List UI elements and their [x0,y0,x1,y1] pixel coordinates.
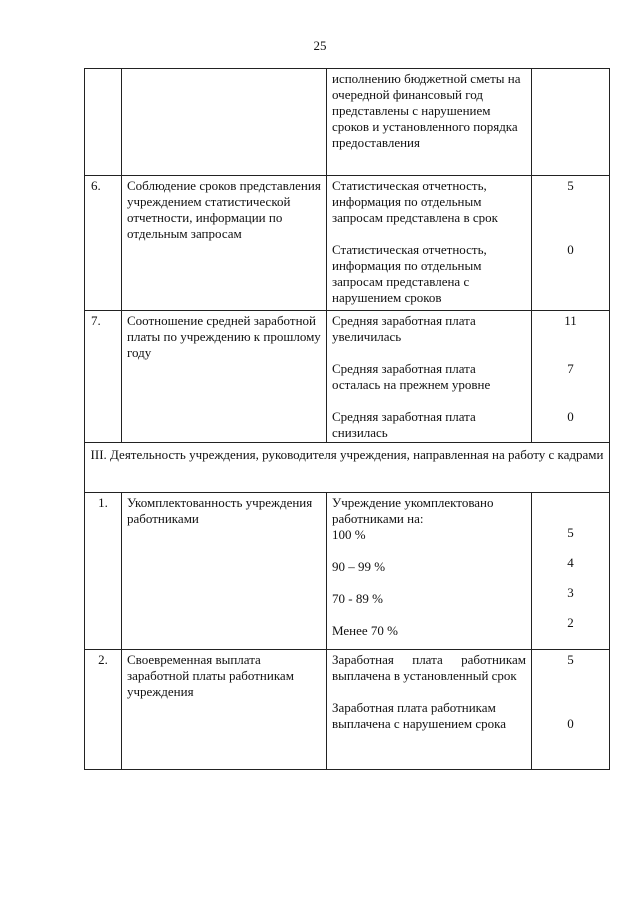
criterion-score [532,69,610,176]
criterion-number: 7. [85,311,122,443]
section-heading-row [85,443,610,493]
criterion-name: Соотношение средней заработной платы по учреждению к прошлому году [122,311,327,443]
table-row-criterion-6 [85,176,610,311]
criterion-number [85,69,122,176]
table-row-criterion-2 [85,650,610,770]
section-heading: III. Деятельность учреждения, руководителя учреждения, направленная на работу с кадрами [85,443,610,493]
condition-text: Средняя заработная плата осталась на прежнем уровне [332,361,491,392]
score-value: 7 [567,361,574,376]
criterion-conditions [327,493,532,650]
condition-text: Менее 70 % [332,623,398,638]
table-row-criterion-1 [85,493,610,650]
criterion-scores [532,493,610,650]
score-value: 11 [564,313,577,328]
score-value: 2 [567,615,574,630]
condition-text: Средняя заработная плата снизилась [332,409,476,440]
table-row-criterion-7 [85,311,610,443]
criterion-conditions [327,650,532,770]
evaluation-criteria-table [84,68,610,770]
condition-text: Статистическая отчетность, информация по отдельным запросам представлена с нарушением сроков [332,242,487,305]
criterion-name: Укомплектованность учреждения работниками [122,493,327,650]
criterion-conditions [327,176,532,311]
criterion-number: 2. [85,650,122,770]
criterion-name: Своевременная выплата заработной платы работникам учреждения [122,650,327,770]
condition-text: Средняя заработная плата увеличилась [332,313,476,344]
score-value: 3 [567,585,574,600]
score-value: 0 [567,716,574,731]
condition-text: 70 - 89 % [332,591,383,606]
condition-text: Статистическая отчетность, информация по отдельным запросам представлена в срок [332,178,498,225]
criterion-scores [532,311,610,443]
criterion-condition: исполнению бюджетной сметы на очередной финансовый год представлены с нарушением сроков и установленного порядка предоставления [327,69,532,176]
condition-text: Заработная плата работникам выплачена с нарушением срока [332,700,507,731]
criterion-name: Соблюдение сроков представления учреждением статистической отчетности, информации по отдельным запросам [122,176,327,311]
criterion-number: 1. [85,493,122,650]
score-value: 5 [567,178,574,193]
condition-intro: Учреждение укомплектовано работниками на: [332,495,494,526]
score-value: 0 [567,242,574,257]
condition-text: Заработная плата работникам выплачена в установленный срок [332,652,526,683]
table-row-continuation [85,69,610,176]
criterion-name [122,69,327,176]
score-value: 4 [567,555,574,570]
score-value: 0 [567,409,574,424]
condition-text: 100 % [332,527,366,542]
score-value: 5 [567,652,574,667]
score-value: 5 [567,525,574,540]
condition-text: 90 – 99 % [332,559,386,574]
page-number: 25 [313,38,327,53]
criterion-scores [532,650,610,770]
criterion-scores [532,176,610,311]
criterion-conditions [327,311,532,443]
criterion-number: 6. [85,176,122,311]
